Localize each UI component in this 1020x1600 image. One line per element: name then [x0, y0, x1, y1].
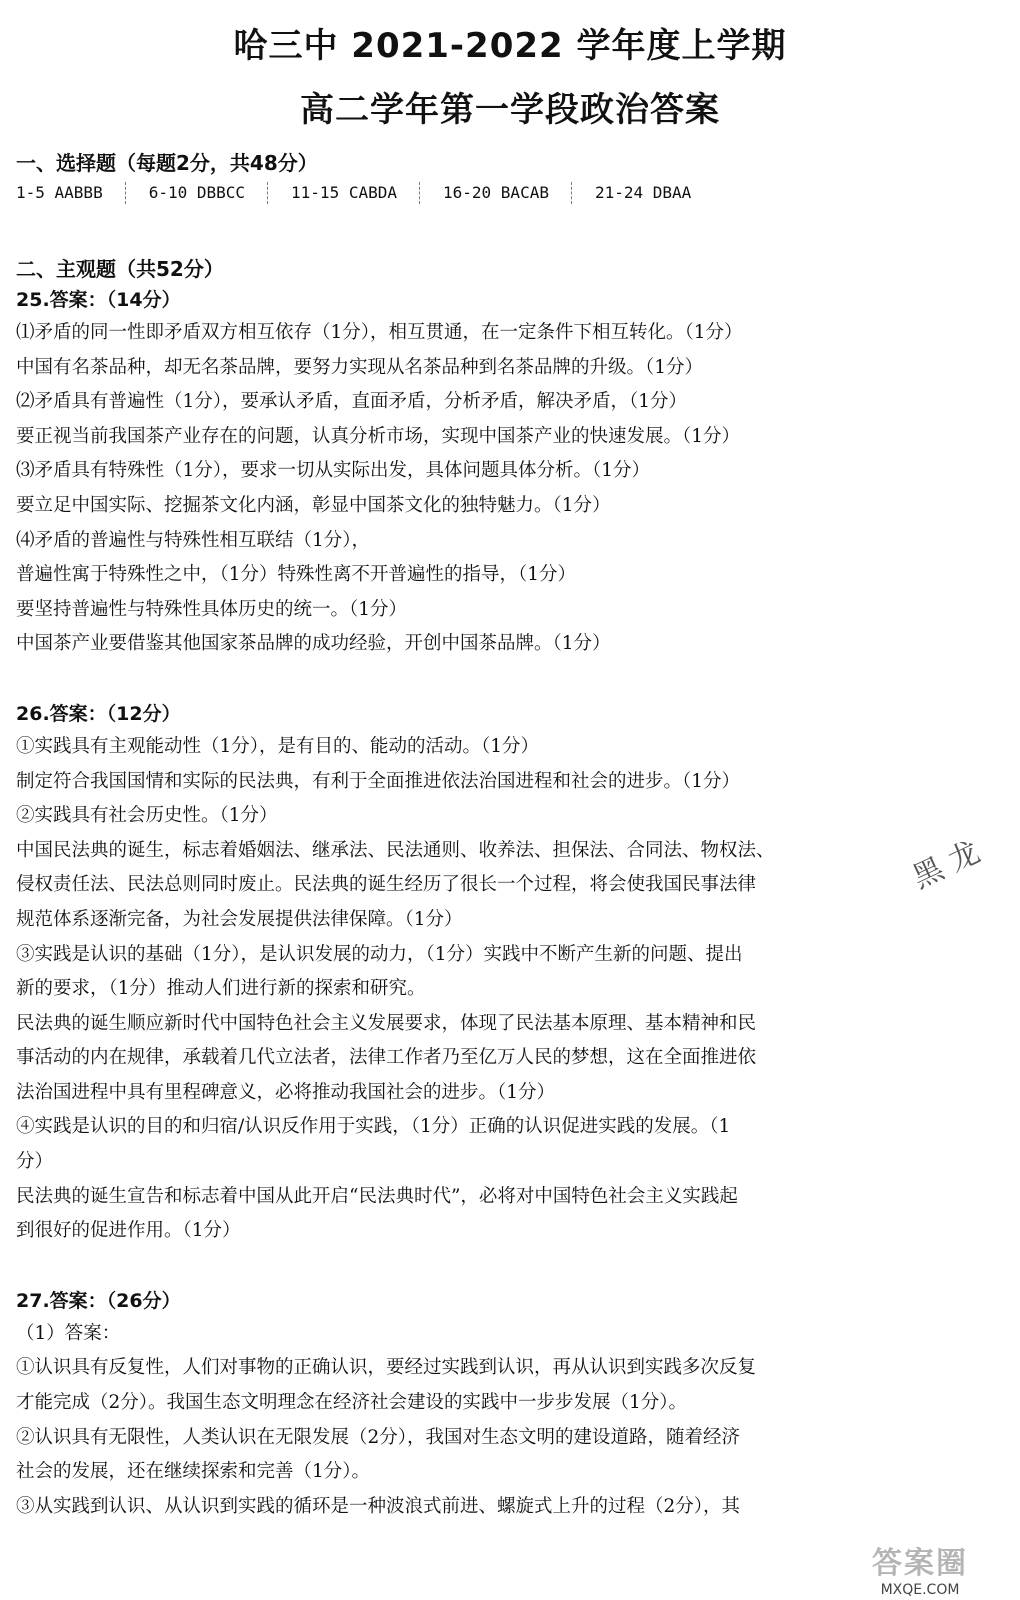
q25-heading: 25.答案：（14分） — [16, 289, 181, 311]
q26-heading: 26.答案：（12分） — [16, 702, 181, 725]
choice-answer-group: 6-10 DBBCC — [148, 183, 246, 202]
answer-line: 分） — [16, 1151, 54, 1173]
answer-line: 要正视当前我国茶产业存在的问题，认真分析市场，实现中国茶产业的快速发展。（1分） — [16, 425, 741, 447]
spacer — [16, 1249, 1006, 1285]
answer-line: 普遍性寓于特殊性之中，（1分）特殊性离不开普遍性的指导，（1分） — [16, 564, 577, 586]
answer-line: 中国民法典的诞生，标志着婚姻法、继承法、民法通则、收养法、担保法、合同法、物权法、 — [16, 839, 775, 861]
page-title-line2: 高二学年第一学段政治答案 — [300, 90, 720, 130]
answer-line: ②实践具有社会历史性。（1分） — [16, 805, 278, 827]
question-26 — [16, 698, 1006, 1249]
watermark-logo — [830, 1542, 1010, 1598]
answer-line: 法治国进程中具有里程碑意义，必将推动我国社会的进步。（1分） — [16, 1081, 556, 1103]
answer-line: （1）答案： — [16, 1322, 121, 1344]
answer-line: 规范体系逐渐完备，为社会发展提供法律保障。（1分） — [16, 908, 463, 930]
choice-answer-group: 21-24 DBAA — [594, 183, 692, 202]
answer-line: 才能完成（2分）。我国生态文明理念在经济社会建设的实践中一步步发展（1分）。 — [16, 1392, 688, 1414]
answer-line: ⑷矛盾的普遍性与特殊性相互联结（1分）， — [16, 529, 371, 551]
dashed-separator — [125, 182, 127, 204]
answer-line: 到很好的促进作用。（1分） — [16, 1220, 241, 1242]
answer-line: 民法典的诞生顺应新时代中国特色社会主义发展要求，体现了民法基本原理、基本精神和民 — [16, 1012, 757, 1034]
watermark-url: MXQE.COM — [880, 1582, 960, 1598]
answer-line: ②认识具有无限性，人类认识在无限发展（2分），我国对生态文明的建设道路，随着经济 — [16, 1426, 741, 1448]
choice-answer-group: 16-20 BACAB — [443, 183, 549, 202]
spacer — [16, 662, 1006, 698]
answer-line: 社会的发展，还在继续探索和完善（1分）。 — [16, 1461, 371, 1483]
page-title-line1: 哈三中 2021-2022 学年度上学期 — [233, 26, 787, 66]
watermark-logo-text: 答案圈 — [872, 1546, 968, 1581]
answer-line: ③从实践到认识、从认识到实践的循环是一种波浪式前进、螺旋式上升的过程（2分），其 — [16, 1495, 741, 1517]
answer-line: 新的要求，（1分）推动人们进行新的探索和研究。 — [16, 978, 426, 1000]
dashed-separator — [571, 182, 573, 204]
section2-heading: 二、主观题（共52分） — [16, 257, 224, 281]
answer-line: ⑶矛盾具有特殊性（1分），要求一切从实际出发，具体问题具体分析。（1分） — [16, 460, 651, 482]
answer-content — [16, 148, 1006, 1524]
answer-line: 制定符合我国国情和实际的民法典，有利于全面推进依法治国进程和社会的进步。（1分） — [16, 770, 741, 792]
answer-line: ⑴矛盾的同一性即矛盾双方相互依存（1分），相互贯通，在一定条件下相互转化。（1分） — [16, 322, 743, 343]
answer-line: ③实践是认识的基础（1分），是认识发展的动力，（1分）实践中不断产生新的问题、提出 — [16, 943, 743, 965]
side-watermark-text: 黑 龙 — [907, 834, 986, 896]
answer-line: 要坚持普遍性与特殊性具体历史的统一。（1分） — [16, 598, 408, 620]
question-27 — [16, 1285, 1006, 1525]
answer-line: 要立足中国实际、挖掘茶文化内涵，彰显中国茶文化的独特魅力。（1分） — [16, 494, 611, 516]
choice-answer-group: 11-15 CABDA — [291, 183, 397, 202]
answer-line: 侵权责任法、民法总则同时废止。民法典的诞生经历了很长一个过程，将会使我国民事法律 — [16, 874, 757, 896]
answer-line: 中国有名茶品种，却无名茶品牌，要努力实现从名茶品种到名茶品牌的升级。（1分） — [16, 356, 704, 378]
answer-line: ①实践具有主观能动性（1分），是有目的、能动的活动。（1分） — [16, 735, 540, 757]
answer-line: ①认识具有反复性，人们对事物的正确认识，要经过实践到认识，再从认识到实践多次反复 — [16, 1357, 757, 1379]
answer-line: ④实践是认识的目的和归宿/认识反作用于实践，（1分）正确的认识促进实践的发展。（1 — [16, 1116, 731, 1138]
q27-heading: 27.答案：（26分） — [16, 1289, 181, 1312]
choice-answers-row — [16, 178, 1006, 208]
answer-line: ⑵矛盾具有普遍性（1分），要承认矛盾，直面矛盾，分析矛盾，解决矛盾，（1分） — [16, 391, 688, 413]
answer-line: 中国茶产业要借鉴其他国家茶品牌的成功经验，开创中国茶品牌。（1分） — [16, 633, 611, 655]
dashed-separator — [419, 182, 421, 204]
dashed-separator — [267, 182, 269, 204]
answer-line: 民法典的诞生宣告和标志着中国从此开启“民法典时代”，必将对中国特色社会主义实践起 — [16, 1185, 738, 1207]
choice-answer-group: 1-5 AABBB — [16, 183, 103, 202]
answer-line: 事活动的内在规律，承载着几代立法者，法律工作者乃至亿万人民的梦想，这在全面推进依 — [16, 1047, 757, 1069]
section1-heading: 一、选择题（每题2分，共48分） — [16, 151, 318, 175]
question-25 — [16, 284, 1006, 662]
